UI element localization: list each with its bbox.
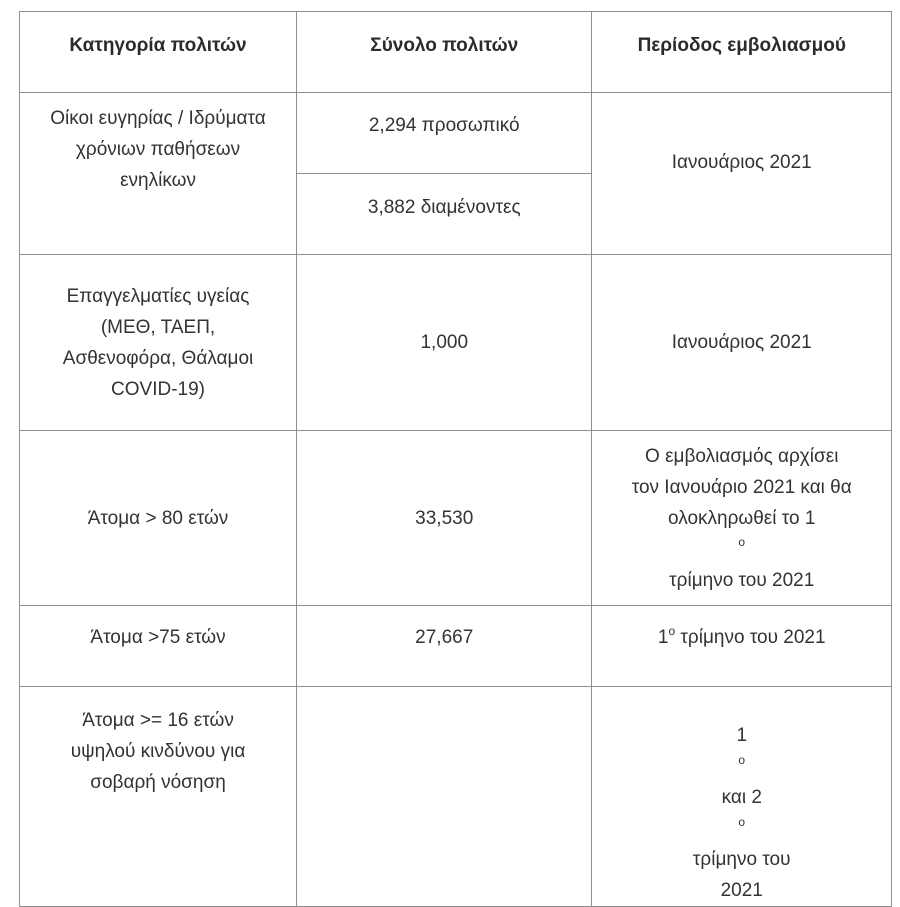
category-cell: Άτομα >= 16 ετών υψηλού κινδύνου για σοβαρή νόσηση [20,687,297,907]
table-row [20,255,892,431]
total-cell [297,687,592,907]
total-cell: 27,667 [297,606,592,687]
total-cell: 1,000 [297,255,592,431]
table-row [20,687,892,907]
period-cell: 1 $^o$ και 2 $^o$ τρίμηνο του 2021 [592,687,892,907]
total-cell-residents: 3,882 διαμένοντες [297,174,592,255]
category-cell: Άτομα >75 ετών [20,606,297,687]
table-row [20,606,892,687]
period-cell: Ιανουάριος 2021 [592,255,892,431]
header-row [20,12,892,93]
total-cell: 33,530 [297,431,592,606]
header-total: Σύνολο πολιτών [297,12,592,93]
category-cell: Άτομα > 80 ετών [20,431,297,606]
category-cell: Οίκοι ευγηρίας / Ιδρύματα χρόνιων παθήσεων ενηλίκων [20,93,297,255]
header-period: Περίοδος εμβολιασμού [592,12,892,93]
vaccination-schedule-table [19,11,892,907]
period-cell: $1^o$ τρίμηνο του 2021 [592,606,892,687]
total-cell-staff: 2,294 προσωπικό [297,93,592,174]
category-cell: Επαγγελματίες υγείας (ΜΕΘ, ΤΑΕΠ, Ασθενοφόρα, Θάλαμοι COVID-19) [20,255,297,431]
header-category: Κατηγορία πολιτών [20,12,297,93]
period-cell: Ο εμβολιασμός αρχίσει τον Ιανουάριο 2021 και θα ολοκληρωθεί το 1 $^o$ τρίμηνο του 2021 [592,431,892,606]
table-row [20,431,892,606]
period-cell: Ιανουάριος 2021 [592,93,892,255]
table-row [20,93,892,174]
